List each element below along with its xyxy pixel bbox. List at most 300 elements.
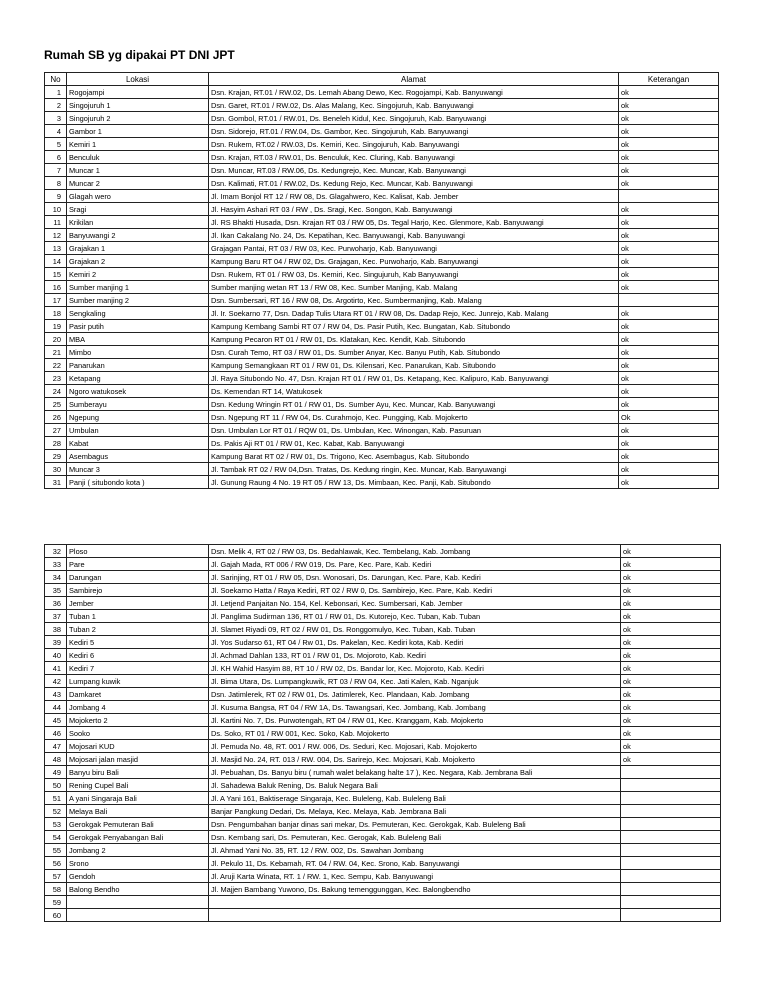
table-row <box>45 450 719 463</box>
table-row <box>45 359 719 372</box>
row-number: 25 <box>45 398 67 411</box>
row-number: 59 <box>45 896 67 909</box>
row-keterangan <box>621 896 721 909</box>
row-alamat: Dsn. Kedung Wringin RT 01 / RW 01, Ds. Sumber Ayu, Kec. Muncar, Kab. Banyuwangi <box>209 398 619 411</box>
row-alamat: Kampung Barat RT 02 / RW 01, Ds. Trigono, Kec. Asembagus, Kab. Situbondo <box>209 450 619 463</box>
row-lokasi: Pare <box>67 558 209 571</box>
row-lokasi <box>67 896 209 909</box>
row-keterangan: ok <box>619 476 719 489</box>
row-number: 14 <box>45 255 67 268</box>
row-lokasi: Grajakan 2 <box>67 255 209 268</box>
row-number: 51 <box>45 792 67 805</box>
row-number: 7 <box>45 164 67 177</box>
row-keterangan: ok <box>619 138 719 151</box>
row-keterangan: ok <box>619 203 719 216</box>
row-alamat: Jl. Hasyim Ashari RT 03 / RW , Ds. Sragi, Kec. Songon, Kab. Banyuwangi <box>209 203 619 216</box>
row-alamat: Jl. Imam Bonjol RT 12 / RW 08, Ds. Glagahwero, Kec. Kalisat, Kab. Jember <box>209 190 619 203</box>
row-lokasi: Lumpang kuwik <box>67 675 209 688</box>
row-alamat: Dsn. Sidorejo, RT.01 / RW.04, Ds. Gambor, Kec. Singojuruh, Kab. Banyuwangi <box>209 125 619 138</box>
row-keterangan: ok <box>619 398 719 411</box>
row-lokasi: Jombang 2 <box>67 844 209 857</box>
table-row <box>45 610 721 623</box>
row-number: 10 <box>45 203 67 216</box>
table-row <box>45 125 719 138</box>
row-number: 8 <box>45 177 67 190</box>
row-lokasi: Kemiri 1 <box>67 138 209 151</box>
row-alamat: Dsn. Krajan, RT.01 / RW.02, Ds. Lemah Abang Dewo, Kec. Rogojampi, Kab. Banyuwangi <box>209 86 619 99</box>
row-lokasi: Kediri 5 <box>67 636 209 649</box>
row-number: 48 <box>45 753 67 766</box>
table-row <box>45 688 721 701</box>
row-alamat: Dsn. Jatimlerek, RT 02 / RW 01, Ds. Jatimlerek, Kec. Plandaan, Kab. Jombang <box>209 688 621 701</box>
address-table-1 <box>44 72 719 489</box>
row-keterangan <box>621 883 721 896</box>
row-lokasi: Melaya Bali <box>67 805 209 818</box>
row-number: 32 <box>45 545 67 558</box>
row-lokasi: Srono <box>67 857 209 870</box>
header-lokasi: Lokasi <box>67 73 209 86</box>
row-number: 17 <box>45 294 67 307</box>
table-row <box>45 870 721 883</box>
row-number: 4 <box>45 125 67 138</box>
row-alamat: Ds. Pakis Aji RT 01 / RW 01, Kec. Kabat, Kab. Banyuwangi <box>209 437 619 450</box>
table-row <box>45 753 721 766</box>
table-row <box>45 268 719 281</box>
row-lokasi: Singojuruh 2 <box>67 112 209 125</box>
row-lokasi: Krikilan <box>67 216 209 229</box>
row-keterangan <box>621 818 721 831</box>
header-alamat: Alamat <box>209 73 619 86</box>
row-keterangan <box>619 190 719 203</box>
row-number: 35 <box>45 584 67 597</box>
row-lokasi: Ketapang <box>67 372 209 385</box>
table-row <box>45 545 721 558</box>
row-number: 22 <box>45 359 67 372</box>
row-number: 33 <box>45 558 67 571</box>
row-lokasi: Tuban 1 <box>67 610 209 623</box>
row-lokasi: Sengkaling <box>67 307 209 320</box>
row-keterangan <box>621 909 721 922</box>
row-alamat: Jl. Gunung Raung 4 No. 19 RT 05 / RW 13, Ds. Mimbaan, Kec. Panji, Kab. Situbondo <box>209 476 619 489</box>
row-alamat: Jl. Aruji Karta Winata, RT. 1 / RW. 1, Kec. Sempu, Kab. Banyuwangi <box>209 870 621 883</box>
row-number: 43 <box>45 688 67 701</box>
row-alamat: Jl. Sarinjing, RT 01 / RW 05, Dsn. Wonosari, Ds. Darungan, Kec. Pare, Kab. Kediri <box>209 571 621 584</box>
row-keterangan: ok <box>619 177 719 190</box>
row-number: 44 <box>45 701 67 714</box>
table-row <box>45 857 721 870</box>
row-lokasi: Muncar 2 <box>67 177 209 190</box>
table-row <box>45 99 719 112</box>
row-lokasi: Banyuwangi 2 <box>67 229 209 242</box>
row-lokasi: Sambirejo <box>67 584 209 597</box>
table-header-row <box>45 73 719 86</box>
table-row <box>45 398 719 411</box>
table-row <box>45 636 721 649</box>
row-keterangan: ok <box>619 281 719 294</box>
table-row <box>45 714 721 727</box>
row-number: 41 <box>45 662 67 675</box>
row-number: 20 <box>45 333 67 346</box>
table-row <box>45 831 721 844</box>
row-keterangan <box>621 844 721 857</box>
table-row <box>45 333 719 346</box>
row-number: 58 <box>45 883 67 896</box>
row-alamat: Sumber manjing wetan RT 13 / RW 08, Kec. Sumber Manjing, Kab. Malang <box>209 281 619 294</box>
row-keterangan: ok <box>619 255 719 268</box>
row-alamat: Jl. Pemuda No. 48, RT. 001 / RW. 006, Ds. Seduri, Kec. Mojosari, Kab. Mojokerto <box>209 740 621 753</box>
row-alamat: Dsn. Kembang sari, Ds. Pemuteran, Kec. Gerogak, Kab. Buleleng Bali <box>209 831 621 844</box>
table-row <box>45 385 719 398</box>
row-keterangan: ok <box>621 688 721 701</box>
row-lokasi <box>67 909 209 922</box>
row-lokasi: Sumber manjing 2 <box>67 294 209 307</box>
row-alamat: Jl. Letjend Panjaitan No. 154, Kel. Kebonsari, Kec. Sumbersari, Kab. Jember <box>209 597 621 610</box>
row-number: 34 <box>45 571 67 584</box>
row-keterangan: ok <box>621 623 721 636</box>
row-keterangan: ok <box>619 164 719 177</box>
row-keterangan: ok <box>619 216 719 229</box>
row-number: 50 <box>45 779 67 792</box>
row-alamat: Dsn. Pengumbahan banjar dinas sari mekar, Ds. Pemuteran, Kec. Gerokgak, Kab. Buleleng Bali <box>209 818 621 831</box>
row-number: 52 <box>45 805 67 818</box>
table-row <box>45 675 721 688</box>
row-number: 57 <box>45 870 67 883</box>
row-number: 36 <box>45 597 67 610</box>
row-lokasi: Ngepung <box>67 411 209 424</box>
row-lokasi: Damkaret <box>67 688 209 701</box>
row-number: 15 <box>45 268 67 281</box>
row-keterangan: ok <box>619 320 719 333</box>
row-number: 24 <box>45 385 67 398</box>
row-alamat: Jl. Sahadewa Baluk Rening, Ds. Baluk Negara Bali <box>209 779 621 792</box>
row-keterangan: ok <box>621 597 721 610</box>
row-alamat: Dsn. Rukem, RT.02 / RW.03, Ds. Kemiri, Kec. Singojuruh, Kab. Banyuwangi <box>209 138 619 151</box>
row-alamat: Dsn. Ngepung RT 11 / RW 04, Ds. Curahmojo, Kec. Pungging, Kab. Mojokerto <box>209 411 619 424</box>
row-alamat <box>209 896 621 909</box>
table-row <box>45 216 719 229</box>
row-lokasi: Sragi <box>67 203 209 216</box>
row-lokasi: Kediri 6 <box>67 649 209 662</box>
row-alamat: Jl. Panglima Sudirman 136, RT 01 / RW 01, Ds. Kutorejo, Kec. Tuban, Kab. Tuban <box>209 610 621 623</box>
row-number: 1 <box>45 86 67 99</box>
row-alamat: Jl. Achmad Dahlan 133, RT 01 / RW 01, Ds. Mojoroto, Kab. Kediri <box>209 649 621 662</box>
row-alamat: Jl. Soekarno Hatta / Raya Kediri, RT 02 / RW 0, Ds. Sambirejo, Kec. Pare, Kab. Kediri <box>209 584 621 597</box>
row-keterangan: ok <box>619 463 719 476</box>
row-number: 53 <box>45 818 67 831</box>
row-lokasi: Panarukan <box>67 359 209 372</box>
table-row <box>45 177 719 190</box>
row-keterangan: ok <box>619 385 719 398</box>
row-number: 45 <box>45 714 67 727</box>
row-lokasi: Rening Cupel Bali <box>67 779 209 792</box>
row-keterangan: ok <box>619 151 719 164</box>
row-alamat: Ds. Kemendan RT 14, Watukosek <box>209 385 619 398</box>
row-keterangan: ok <box>619 112 719 125</box>
row-lokasi: Kabat <box>67 437 209 450</box>
row-number: 40 <box>45 649 67 662</box>
row-alamat: Jl. Kartini No. 7, Ds. Purwotengah, RT 04 / RW 01, Kec. Kranggam, Kab. Mojokerto <box>209 714 621 727</box>
table-row <box>45 909 721 922</box>
row-alamat: Dsn. Melik 4, RT 02 / RW 03, Ds. Bedahlawak, Kec. Tembelang, Kab. Jombang <box>209 545 621 558</box>
row-number: 18 <box>45 307 67 320</box>
row-keterangan: ok <box>621 636 721 649</box>
row-keterangan: ok <box>619 125 719 138</box>
row-lokasi: Glagah wero <box>67 190 209 203</box>
row-lokasi: Darungan <box>67 571 209 584</box>
row-number: 49 <box>45 766 67 779</box>
row-lokasi: Mimbo <box>67 346 209 359</box>
row-number: 6 <box>45 151 67 164</box>
row-keterangan <box>621 857 721 870</box>
row-alamat: Jl. Raya Situbondo No. 47, Dsn. Krajan RT 01 / RW 01, Ds. Ketapang, Kec. Kalipuro, Kab. Banyuwangi <box>209 372 619 385</box>
row-lokasi: Jember <box>67 597 209 610</box>
table-row <box>45 476 719 489</box>
row-alamat: Dsn. Rukem, RT 01 / RW 03, Ds. Kemiri, Kec. Singujuruh, Kab Banyuwangi <box>209 268 619 281</box>
row-alamat: Jl. A Yani 161, Baktiserage Singaraja, Kec. Buleleng, Kab. Buleleng Bali <box>209 792 621 805</box>
row-number: 9 <box>45 190 67 203</box>
row-lokasi: MBA <box>67 333 209 346</box>
table-row <box>45 818 721 831</box>
row-lokasi: Mojosari jalan masjid <box>67 753 209 766</box>
row-alamat: Grajagan Pantai, RT 03 / RW 03, Kec. Purwoharjo, Kab. Banyuwangi <box>209 242 619 255</box>
row-lokasi: Gerokgak Penyabangan Bali <box>67 831 209 844</box>
table-row <box>45 844 721 857</box>
row-keterangan: ok <box>619 359 719 372</box>
row-alamat <box>209 909 621 922</box>
row-number: 37 <box>45 610 67 623</box>
row-lokasi: Asembagus <box>67 450 209 463</box>
table-row <box>45 411 719 424</box>
row-number: 13 <box>45 242 67 255</box>
row-lokasi: Kediri 7 <box>67 662 209 675</box>
row-number: 5 <box>45 138 67 151</box>
row-alamat: Jl. Majjen Bambang Yuwono, Ds. Bakung temenggunggan, Kec. Balongbendho <box>209 883 621 896</box>
table-row <box>45 766 721 779</box>
table-row <box>45 571 721 584</box>
row-number: 3 <box>45 112 67 125</box>
row-lokasi: Ploso <box>67 545 209 558</box>
row-alamat: Jl. Pekulo 11, Ds. Kebamah, RT. 04 / RW. 04, Kec. Srono, Kab. Banyuwangi <box>209 857 621 870</box>
row-number: 28 <box>45 437 67 450</box>
row-alamat: Jl. Bima Utara, Ds. Lumpangkuwik, RT 03 / RW 04, Kec. Jati Kalen, Kab. Nganjuk <box>209 675 621 688</box>
table-row <box>45 883 721 896</box>
row-alamat: Jl. KH Wahid Hasyim 88, RT 10 / RW 02, Ds. Bandar lor, Kec. Mojoroto, Kab. Kediri <box>209 662 621 675</box>
row-number: 47 <box>45 740 67 753</box>
row-alamat: Kampung Pecaron RT 01 / RW 01, Ds. Klatakan, Kec. Kendit, Kab. Situbondo <box>209 333 619 346</box>
address-table-2 <box>44 544 721 922</box>
table-row <box>45 203 719 216</box>
row-lokasi: Sumberayu <box>67 398 209 411</box>
table-row <box>45 294 719 307</box>
table-row <box>45 242 719 255</box>
table-row <box>45 779 721 792</box>
table-row <box>45 896 721 909</box>
row-keterangan <box>621 870 721 883</box>
row-keterangan: ok <box>621 558 721 571</box>
row-lokasi: Tuban 2 <box>67 623 209 636</box>
row-number: 30 <box>45 463 67 476</box>
row-lokasi: Mojokerto 2 <box>67 714 209 727</box>
table-row <box>45 558 721 571</box>
row-alamat: Dsn. Curah Temo, RT 03 / RW 01, Ds. Sumber Anyar, Kec. Banyu Putih, Kab. Situbondo <box>209 346 619 359</box>
row-keterangan: ok <box>621 675 721 688</box>
row-keterangan <box>621 792 721 805</box>
row-keterangan: ok <box>619 424 719 437</box>
row-alamat: Dsn. Krajan, RT.03 / RW.01, Ds. Benculuk, Kec. Cluring, Kab. Banyuwangi <box>209 151 619 164</box>
table-row <box>45 805 721 818</box>
table-row <box>45 320 719 333</box>
row-keterangan: ok <box>619 372 719 385</box>
row-lokasi: A yani Singaraja Bali <box>67 792 209 805</box>
row-keterangan: ok <box>619 242 719 255</box>
row-keterangan: ok <box>621 571 721 584</box>
table-row <box>45 437 719 450</box>
row-keterangan: ok <box>621 727 721 740</box>
row-keterangan: ok <box>619 86 719 99</box>
row-number: 42 <box>45 675 67 688</box>
row-keterangan <box>621 766 721 779</box>
row-lokasi: Gendoh <box>67 870 209 883</box>
row-lokasi: Panji ( situbondo kota ) <box>67 476 209 489</box>
row-number: 2 <box>45 99 67 112</box>
row-alamat: Jl. Pebuahan, Ds. Banyu biru ( rumah walet belakang halte 17 ), Kec. Negara, Kab. Jembrana Bali <box>209 766 621 779</box>
row-alamat: Dsn. Sumbersari, RT 16 / RW 08, Ds. Argotirto, Kec. Sumbermanjing, Kab. Malang <box>209 294 619 307</box>
table-row <box>45 463 719 476</box>
row-number: 19 <box>45 320 67 333</box>
row-lokasi: Kemiri 2 <box>67 268 209 281</box>
table-row <box>45 151 719 164</box>
table-row <box>45 86 719 99</box>
row-keterangan: ok <box>621 584 721 597</box>
row-alamat: Jl. Kusuma Bangsa, RT 04 / RW 1A, Ds. Tawangsari, Kec. Jombang, Kab. Jombang <box>209 701 621 714</box>
row-number: 54 <box>45 831 67 844</box>
row-lokasi: Singojuruh 1 <box>67 99 209 112</box>
table-row <box>45 584 721 597</box>
row-number: 16 <box>45 281 67 294</box>
row-lokasi: Sooko <box>67 727 209 740</box>
row-number: 38 <box>45 623 67 636</box>
row-lokasi: Grajakan 1 <box>67 242 209 255</box>
row-alamat: Jl. Ikan Cakalang No. 24, Ds. Kepatihan, Kec. Banyuwangi, Kab. Banyuwangi <box>209 229 619 242</box>
row-lokasi: Jombang 4 <box>67 701 209 714</box>
row-lokasi: Mojosari KUD <box>67 740 209 753</box>
row-number: 29 <box>45 450 67 463</box>
row-lokasi: Gambor 1 <box>67 125 209 138</box>
row-number: 21 <box>45 346 67 359</box>
row-keterangan: ok <box>619 99 719 112</box>
table-row <box>45 727 721 740</box>
row-keterangan: ok <box>621 714 721 727</box>
row-keterangan <box>621 831 721 844</box>
table-row <box>45 792 721 805</box>
row-keterangan: ok <box>619 437 719 450</box>
table-row <box>45 112 719 125</box>
table-row <box>45 372 719 385</box>
row-keterangan: ok <box>619 450 719 463</box>
row-alamat: Jl. Tambak RT 02 / RW 04,Dsn. Tratas, Ds. Kedung ringin, Kec. Muncar, Kab. Banyuwangi <box>209 463 619 476</box>
row-keterangan: ok <box>621 610 721 623</box>
row-number: 23 <box>45 372 67 385</box>
row-alamat: Jl. RS Bhakti Husada, Dsn. Krajan RT 03 / RW 05, Ds. Tegal Harjo, Kec. Glenmore, Kab. Banyuwangi <box>209 216 619 229</box>
table-row <box>45 649 721 662</box>
row-lokasi: Sumber manjing 1 <box>67 281 209 294</box>
row-alamat: Kampung Baru RT 04 / RW 02, Ds. Grajagan, Kec. Purwoharjo, Kab. Banyuwangi <box>209 255 619 268</box>
row-number: 11 <box>45 216 67 229</box>
row-lokasi: Balong Bendho <box>67 883 209 896</box>
row-keterangan: ok <box>619 229 719 242</box>
row-alamat: Dsn. Umbulan Lor RT 01 / RQW 01, Ds. Umbulan, Kec. Winongan, Kab. Pasuruan <box>209 424 619 437</box>
row-alamat: Jl. Ir. Soekarno 77, Dsn. Dadap Tulis Utara RT 01 / RW 08, Ds. Dadap Rejo, Kec. Junrejo, Kab. Malang <box>209 307 619 320</box>
row-alamat: Dsn. Kalimati, RT.01 / RW.02, Ds. Kedung Rejo, Kec. Muncar, Kab. Banyuwangi <box>209 177 619 190</box>
table-row <box>45 229 719 242</box>
row-lokasi: Benculuk <box>67 151 209 164</box>
row-number: 55 <box>45 844 67 857</box>
table-row <box>45 701 721 714</box>
row-keterangan: ok <box>619 307 719 320</box>
row-keterangan: Ok <box>619 411 719 424</box>
table-row <box>45 281 719 294</box>
table-row <box>45 164 719 177</box>
row-alamat: Jl. Slamet Riyadi 09, RT 02 / RW 01, Ds. Ronggomulyo, Kec. Tuban, Kab. Tuban <box>209 623 621 636</box>
row-alamat: Jl. Gajah Mada, RT 006 / RW 019, Ds. Pare, Kec. Pare, Kab. Kediri <box>209 558 621 571</box>
row-alamat: Jl. Yos Sudarso 61, RT 04 / Rw 01, Ds. Pakelan, Kec. Kediri kota, Kab. Kediri <box>209 636 621 649</box>
table-row <box>45 623 721 636</box>
table-row <box>45 138 719 151</box>
row-number: 39 <box>45 636 67 649</box>
row-number: 31 <box>45 476 67 489</box>
table-row <box>45 597 721 610</box>
table-row <box>45 662 721 675</box>
row-keterangan: ok <box>619 268 719 281</box>
table-row <box>45 255 719 268</box>
table-row <box>45 740 721 753</box>
row-keterangan <box>619 294 719 307</box>
row-number: 60 <box>45 909 67 922</box>
row-alamat: Ds. Soko, RT 01 / RW 001, Kec. Soko, Kab. Mojokerto <box>209 727 621 740</box>
row-lokasi: Muncar 1 <box>67 164 209 177</box>
row-alamat: Dsn. Garet, RT.01 / RW.02, Ds. Alas Malang, Kec. Singojuruh, Kab. Banyuwangi <box>209 99 619 112</box>
row-keterangan: ok <box>621 740 721 753</box>
table-row <box>45 346 719 359</box>
row-lokasi: Ngoro watukosek <box>67 385 209 398</box>
table-row <box>45 190 719 203</box>
header-keterangan: Keterangan <box>619 73 719 86</box>
row-keterangan: ok <box>621 649 721 662</box>
row-keterangan: ok <box>619 333 719 346</box>
table-row <box>45 424 719 437</box>
row-number: 26 <box>45 411 67 424</box>
row-lokasi: Umbulan <box>67 424 209 437</box>
row-alamat: Jl. Masjid No. 24, RT. 013 / RW. 004, Ds. Sarirejo, Kec. Mojosari, Kab. Mojokerto <box>209 753 621 766</box>
row-keterangan: ok <box>619 346 719 359</box>
row-keterangan: ok <box>621 662 721 675</box>
row-number: 27 <box>45 424 67 437</box>
row-keterangan <box>621 779 721 792</box>
row-keterangan: ok <box>621 545 721 558</box>
page-title: Rumah SB yg dipakai PT DNI JPT <box>44 48 235 62</box>
row-alamat: Kampung Semangkaan RT 01 / RW 01, Ds. Kilensari, Kec. Panarukan, Kab. Situbondo <box>209 359 619 372</box>
row-lokasi: Banyu biru Bali <box>67 766 209 779</box>
row-alamat: Dsn. Gombol, RT.01 / RW.01, Ds. Beneleh Kidul, Kec. Singojuruh, Kab. Banyuwangi <box>209 112 619 125</box>
header-no: No <box>45 73 67 86</box>
row-alamat: Jl. Ahmad Yani No. 35, RT. 12 / RW. 002, Ds. Sawahan Jombang <box>209 844 621 857</box>
row-lokasi: Rogojampi <box>67 86 209 99</box>
row-number: 12 <box>45 229 67 242</box>
row-number: 46 <box>45 727 67 740</box>
row-lokasi: Gerokgak Pemuteran Bali <box>67 818 209 831</box>
table-row <box>45 307 719 320</box>
row-keterangan: ok <box>621 753 721 766</box>
